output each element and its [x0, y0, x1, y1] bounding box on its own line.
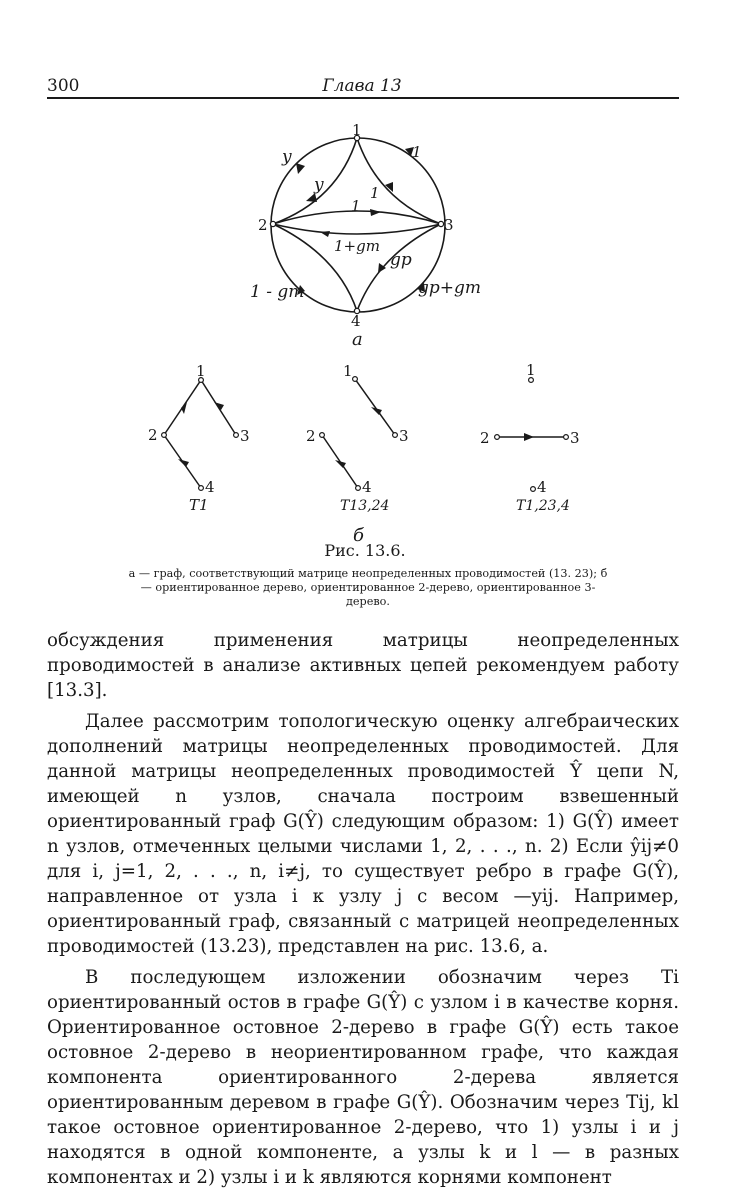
sub-label-a: а — [352, 329, 363, 350]
t1234-node-2 — [495, 435, 500, 440]
t1-node-3 — [234, 433, 239, 438]
edge-label-gp-plus-gm: gp+gm — [418, 278, 482, 298]
edge-label-1-inner: 1 — [370, 184, 380, 202]
node-label-4: 4 — [351, 312, 361, 330]
edge-label-y-inner: y — [314, 175, 324, 195]
t1324-node-3 — [393, 433, 398, 438]
t1234-name: T1,23,4 — [516, 498, 570, 514]
t1324-edge-1-3 — [355, 379, 395, 435]
tree-t13-24 — [306, 362, 409, 514]
body-text — [47, 628, 679, 1196]
paragraph-2: Далее рассмотрим топологическую оценку алгебраических дополнений матрицы неопределенных проводимостей. Для данной матрицы неопределенных проводимостей Ŷ цепи N, имеющей n узлов, сначала построим взвешенный ориентированный граф G(Ŷ) следующим образом: 1) G(Ŷ) имеет n узлов, отмеченных целыми числами 1, 2, . . ., n. 2) Если ŷij≠0 для i, j=1, 2, . . ., n, i≠j, то существует ребро в графе G(Ŷ), направленное от узла i к узлу j с весом —yij. Например, ориентированный граф, связанный с матрицей неопределенных проводимостей (13.23), представлен на рис. 13.6, а. — [47, 711, 679, 957]
paragraph-1: обсуждения применения матрицы неопределенных проводимостей в анализе активных цепей рекомендуем работу [13.3]. — [47, 630, 679, 701]
t1324-node-1 — [353, 377, 358, 382]
node-label-3: 3 — [444, 216, 454, 234]
tree-t1-23-4 — [480, 361, 580, 514]
node-2 — [270, 221, 275, 226]
page-number: 300 — [47, 76, 80, 96]
t1234-node-4 — [531, 487, 536, 492]
t1-node-4 — [199, 486, 204, 491]
t1-arrow-1-2 — [181, 402, 187, 414]
edge-label-gp: gp — [390, 250, 412, 270]
t1-label-4: 4 — [205, 478, 215, 496]
figure-caption-title: Рис. 13.6. — [324, 541, 406, 560]
t1324-name: T13,24 — [340, 498, 390, 514]
t1324-label-2: 2 — [306, 427, 316, 445]
figure-caption-text: а — граф, соответствующий матрице неопределенных проводимостей (13. 23); б — ориентированное дерево, ориентированное 2-дерево, ориентированное 3-дерево. — [128, 567, 608, 608]
t1-label-3: 3 — [240, 427, 250, 445]
edge-label-1-middle: 1 — [351, 197, 361, 215]
arrow-1gm — [320, 231, 330, 237]
edge-label-y-outer: y — [282, 147, 292, 167]
figure-13-6 — [0, 105, 730, 560]
t1234-node-3 — [564, 435, 569, 440]
t1234-label-4: 4 — [537, 478, 547, 496]
t1-name: T1 — [189, 496, 209, 514]
node-label-1: 1 — [352, 121, 362, 139]
t1324-label-4: 4 — [362, 478, 372, 496]
graph-a — [250, 121, 481, 350]
arrow-1-middle — [370, 209, 381, 216]
header-rule — [47, 97, 679, 99]
sub-label-b: б — [353, 525, 364, 546]
t1234-label-2: 2 — [480, 429, 490, 447]
t1234-label-1: 1 — [526, 361, 536, 379]
t1324-label-1: 1 — [343, 362, 353, 380]
t1324-node-4 — [356, 486, 361, 491]
t1324-label-3: 3 — [399, 427, 409, 445]
edge-label-1-plus-gm: 1+gm — [334, 237, 380, 255]
t1-arrow-2-4 — [178, 459, 189, 467]
edge-label-1-minus-gm: 1 - gm — [250, 282, 305, 302]
node-label-2: 2 — [258, 216, 268, 234]
arrow-y-outer — [296, 163, 305, 174]
node-3 — [438, 221, 443, 226]
t1-label-1: 1 — [196, 362, 206, 380]
t1-edge-1-3 — [201, 380, 236, 435]
t1324-node-2 — [320, 433, 325, 438]
t1-node-2 — [162, 433, 167, 438]
paragraph-3: В последующем изложении обозначим через Ti ориентированный остов в графе G(Ŷ) с узлом i в качестве корня. Ориентированное остовное 2-дерево в графе G(Ŷ) есть такое остовное 2-дерево в неориентированном графе, что каждая компонента ориентированного 2-дерева является ориентированным деревом в графе G(Ŷ). Обозначим через Tij, kl такое остовное ориентированное 2-дерево, что 1) узлы i и j находятся в одной компоненте, а узлы k и l — в разных компонентах и 2) узлы i и k являются корнями компонент — [47, 967, 679, 1188]
tree-t1 — [148, 362, 250, 514]
t1234-arrow-2-3 — [524, 433, 534, 441]
t1234-label-3: 3 — [570, 429, 580, 447]
t1-label-2: 2 — [148, 426, 158, 444]
page-header — [47, 76, 677, 98]
edge-label-1-outer: 1 — [412, 143, 422, 161]
edge-3-2-lower — [273, 224, 441, 234]
running-head: Глава 13 — [322, 76, 402, 96]
